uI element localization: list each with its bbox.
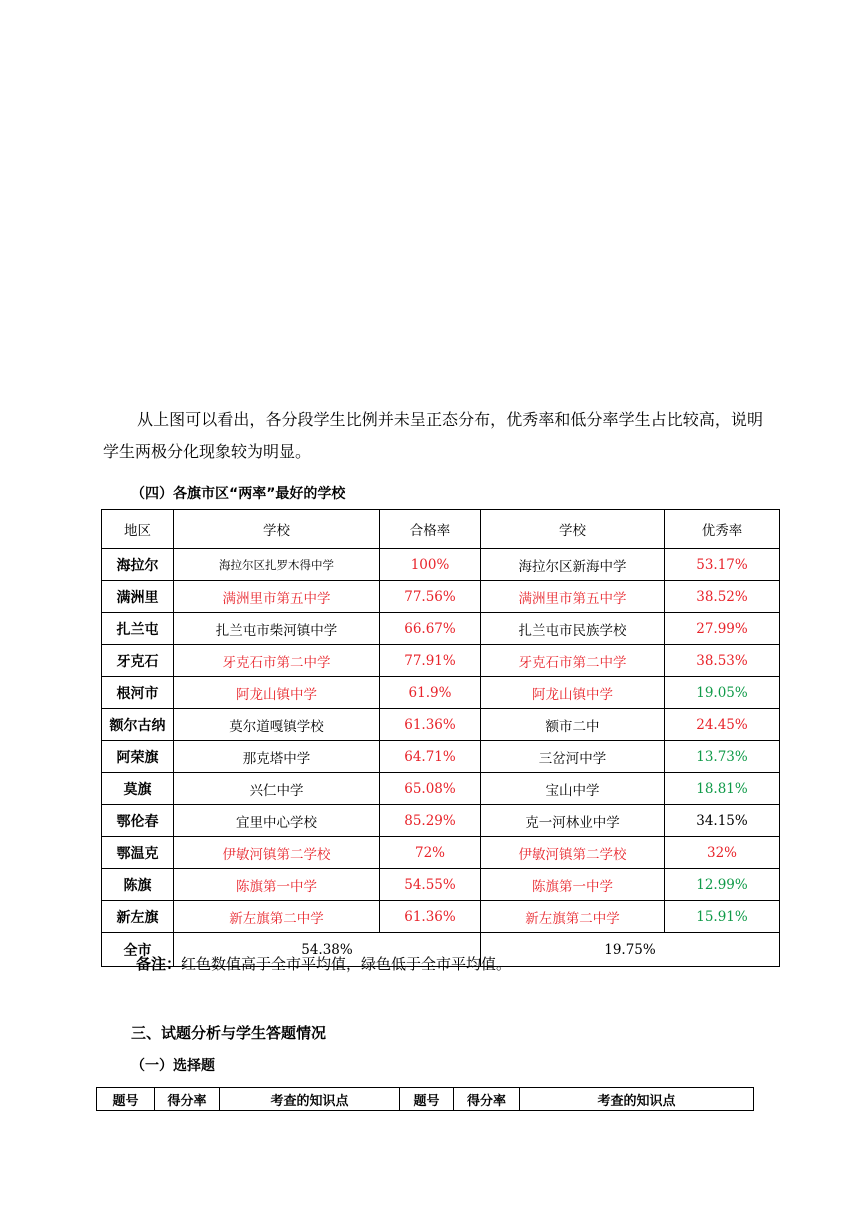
excellent-school-cell: 海拉尔区新海中学 <box>481 549 665 581</box>
pass-school-cell: 新左旗第二中学 <box>174 901 380 933</box>
pass-school-cell: 伊敏河镇第二学校 <box>174 837 380 869</box>
table-header-row <box>102 510 780 549</box>
pass-rate-cell: 100% <box>380 549 481 581</box>
excellent-school-cell: 三岔河中学 <box>481 741 665 773</box>
table-row <box>102 869 780 901</box>
table-row <box>102 613 780 645</box>
excellent-rate-cell: 19.05% <box>665 677 780 709</box>
pass-school-cell: 牙克石市第二中学 <box>174 645 380 677</box>
region-cell: 莫旗 <box>102 773 174 805</box>
excellent-school-cell: 扎兰屯市民族学校 <box>481 613 665 645</box>
pass-school-cell: 那克塔中学 <box>174 741 380 773</box>
table-note <box>136 953 511 974</box>
section-heading-4: （四）各旗市区“两率”最好的学校 <box>131 486 346 502</box>
header-school: 学校 <box>174 510 380 549</box>
pass-rate-cell: 61.9% <box>380 677 481 709</box>
excellent-rate-cell: 18.81% <box>665 773 780 805</box>
table-row <box>102 677 780 709</box>
section-heading-3-1: （一）选择题 <box>131 1058 215 1074</box>
table-row <box>102 805 780 837</box>
excellent-rate-cell: 32% <box>665 837 780 869</box>
header-score-rate: 得分率 <box>454 1088 520 1111</box>
pass-school-cell: 宜里中心学校 <box>174 805 380 837</box>
excellent-school-cell: 克一河林业中学 <box>481 805 665 837</box>
choice-questions-table <box>96 1087 754 1111</box>
excellent-rate-cell: 12.99% <box>665 869 780 901</box>
excellent-school-cell: 牙克石市第二中学 <box>481 645 665 677</box>
excellent-school-cell: 伊敏河镇第二学校 <box>481 837 665 869</box>
table-row <box>102 549 780 581</box>
table-row <box>102 773 780 805</box>
pass-rate-cell: 66.67% <box>380 613 481 645</box>
table-row <box>102 581 780 613</box>
region-cell: 根河市 <box>102 677 174 709</box>
table-header-row <box>97 1088 754 1111</box>
table-row <box>102 709 780 741</box>
note-text: 红色数值高于全市平均值，绿色低于全市平均值。 <box>181 955 512 973</box>
total-excellent-rate-cell: 19.75% <box>481 933 780 967</box>
pass-rate-cell: 85.29% <box>380 805 481 837</box>
header-school: 学校 <box>481 510 665 549</box>
header-excellent-rate: 优秀率 <box>665 510 780 549</box>
region-cell: 满洲里 <box>102 581 174 613</box>
header-knowledge-point: 考查的知识点 <box>220 1088 400 1111</box>
pass-rate-cell: 54.55% <box>380 869 481 901</box>
excellent-school-cell: 新左旗第二中学 <box>481 901 665 933</box>
header-question-no: 题号 <box>400 1088 454 1111</box>
pass-rate-cell: 61.36% <box>380 709 481 741</box>
header-question-no: 题号 <box>97 1088 155 1111</box>
pass-rate-cell: 65.08% <box>380 773 481 805</box>
excellent-rate-cell: 27.99% <box>665 613 780 645</box>
pass-rate-cell: 77.91% <box>380 645 481 677</box>
section-heading-3: 三、试题分析与学生答题情况 <box>131 1024 327 1042</box>
region-cell: 牙克石 <box>102 645 174 677</box>
pass-rate-cell: 77.56% <box>380 581 481 613</box>
total-region-cell: 全市 <box>102 933 174 967</box>
excellent-school-cell: 满洲里市第五中学 <box>481 581 665 613</box>
excellent-school-cell: 额市二中 <box>481 709 665 741</box>
excellent-rate-cell: 53.17% <box>665 549 780 581</box>
excellent-school-cell: 宝山中学 <box>481 773 665 805</box>
header-pass-rate: 合格率 <box>380 510 481 549</box>
table-row <box>102 837 780 869</box>
excellent-rate-cell: 38.53% <box>665 645 780 677</box>
region-cell: 额尔古纳 <box>102 709 174 741</box>
pass-school-cell: 扎兰屯市柴河镇中学 <box>174 613 380 645</box>
header-score-rate: 得分率 <box>155 1088 220 1111</box>
pass-school-cell: 陈旗第一中学 <box>174 869 380 901</box>
region-cell: 海拉尔 <box>102 549 174 581</box>
region-cell: 扎兰屯 <box>102 613 174 645</box>
excellent-rate-cell: 38.52% <box>665 581 780 613</box>
note-label: 备注： <box>136 955 182 973</box>
excellent-rate-cell: 24.45% <box>665 709 780 741</box>
analysis-paragraph: 从上图可以看出，各分段学生比例并未呈正态分布，优秀率和低分率学生占比较高，说明学生两极分化现象较为明显。 <box>103 410 763 461</box>
region-cell: 鄂伦春 <box>102 805 174 837</box>
table-row <box>102 901 780 933</box>
excellent-rate-cell: 34.15% <box>665 805 780 837</box>
pass-school-cell: 阿龙山镇中学 <box>174 677 380 709</box>
excellent-school-cell: 陈旗第一中学 <box>481 869 665 901</box>
pass-school-cell: 海拉尔区扎罗木得中学 <box>174 549 380 581</box>
pass-rate-cell: 72% <box>380 837 481 869</box>
pass-school-cell: 莫尔道嘎镇学校 <box>174 709 380 741</box>
pass-rate-cell: 64.71% <box>380 741 481 773</box>
table-row <box>102 645 780 677</box>
region-cell: 阿荣旗 <box>102 741 174 773</box>
pass-school-cell: 兴仁中学 <box>174 773 380 805</box>
total-pass-rate-cell: 54.38% <box>174 933 481 967</box>
pass-rate-cell: 61.36% <box>380 901 481 933</box>
excellent-school-cell: 阿龙山镇中学 <box>481 677 665 709</box>
table-row <box>102 741 780 773</box>
pass-school-cell: 满洲里市第五中学 <box>174 581 380 613</box>
header-knowledge-point: 考查的知识点 <box>520 1088 754 1111</box>
region-cell: 陈旗 <box>102 869 174 901</box>
region-cell: 鄂温克 <box>102 837 174 869</box>
header-region: 地区 <box>102 510 174 549</box>
excellent-rate-cell: 15.91% <box>665 901 780 933</box>
region-cell: 新左旗 <box>102 901 174 933</box>
two-rates-table <box>101 509 780 967</box>
excellent-rate-cell: 13.73% <box>665 741 780 773</box>
